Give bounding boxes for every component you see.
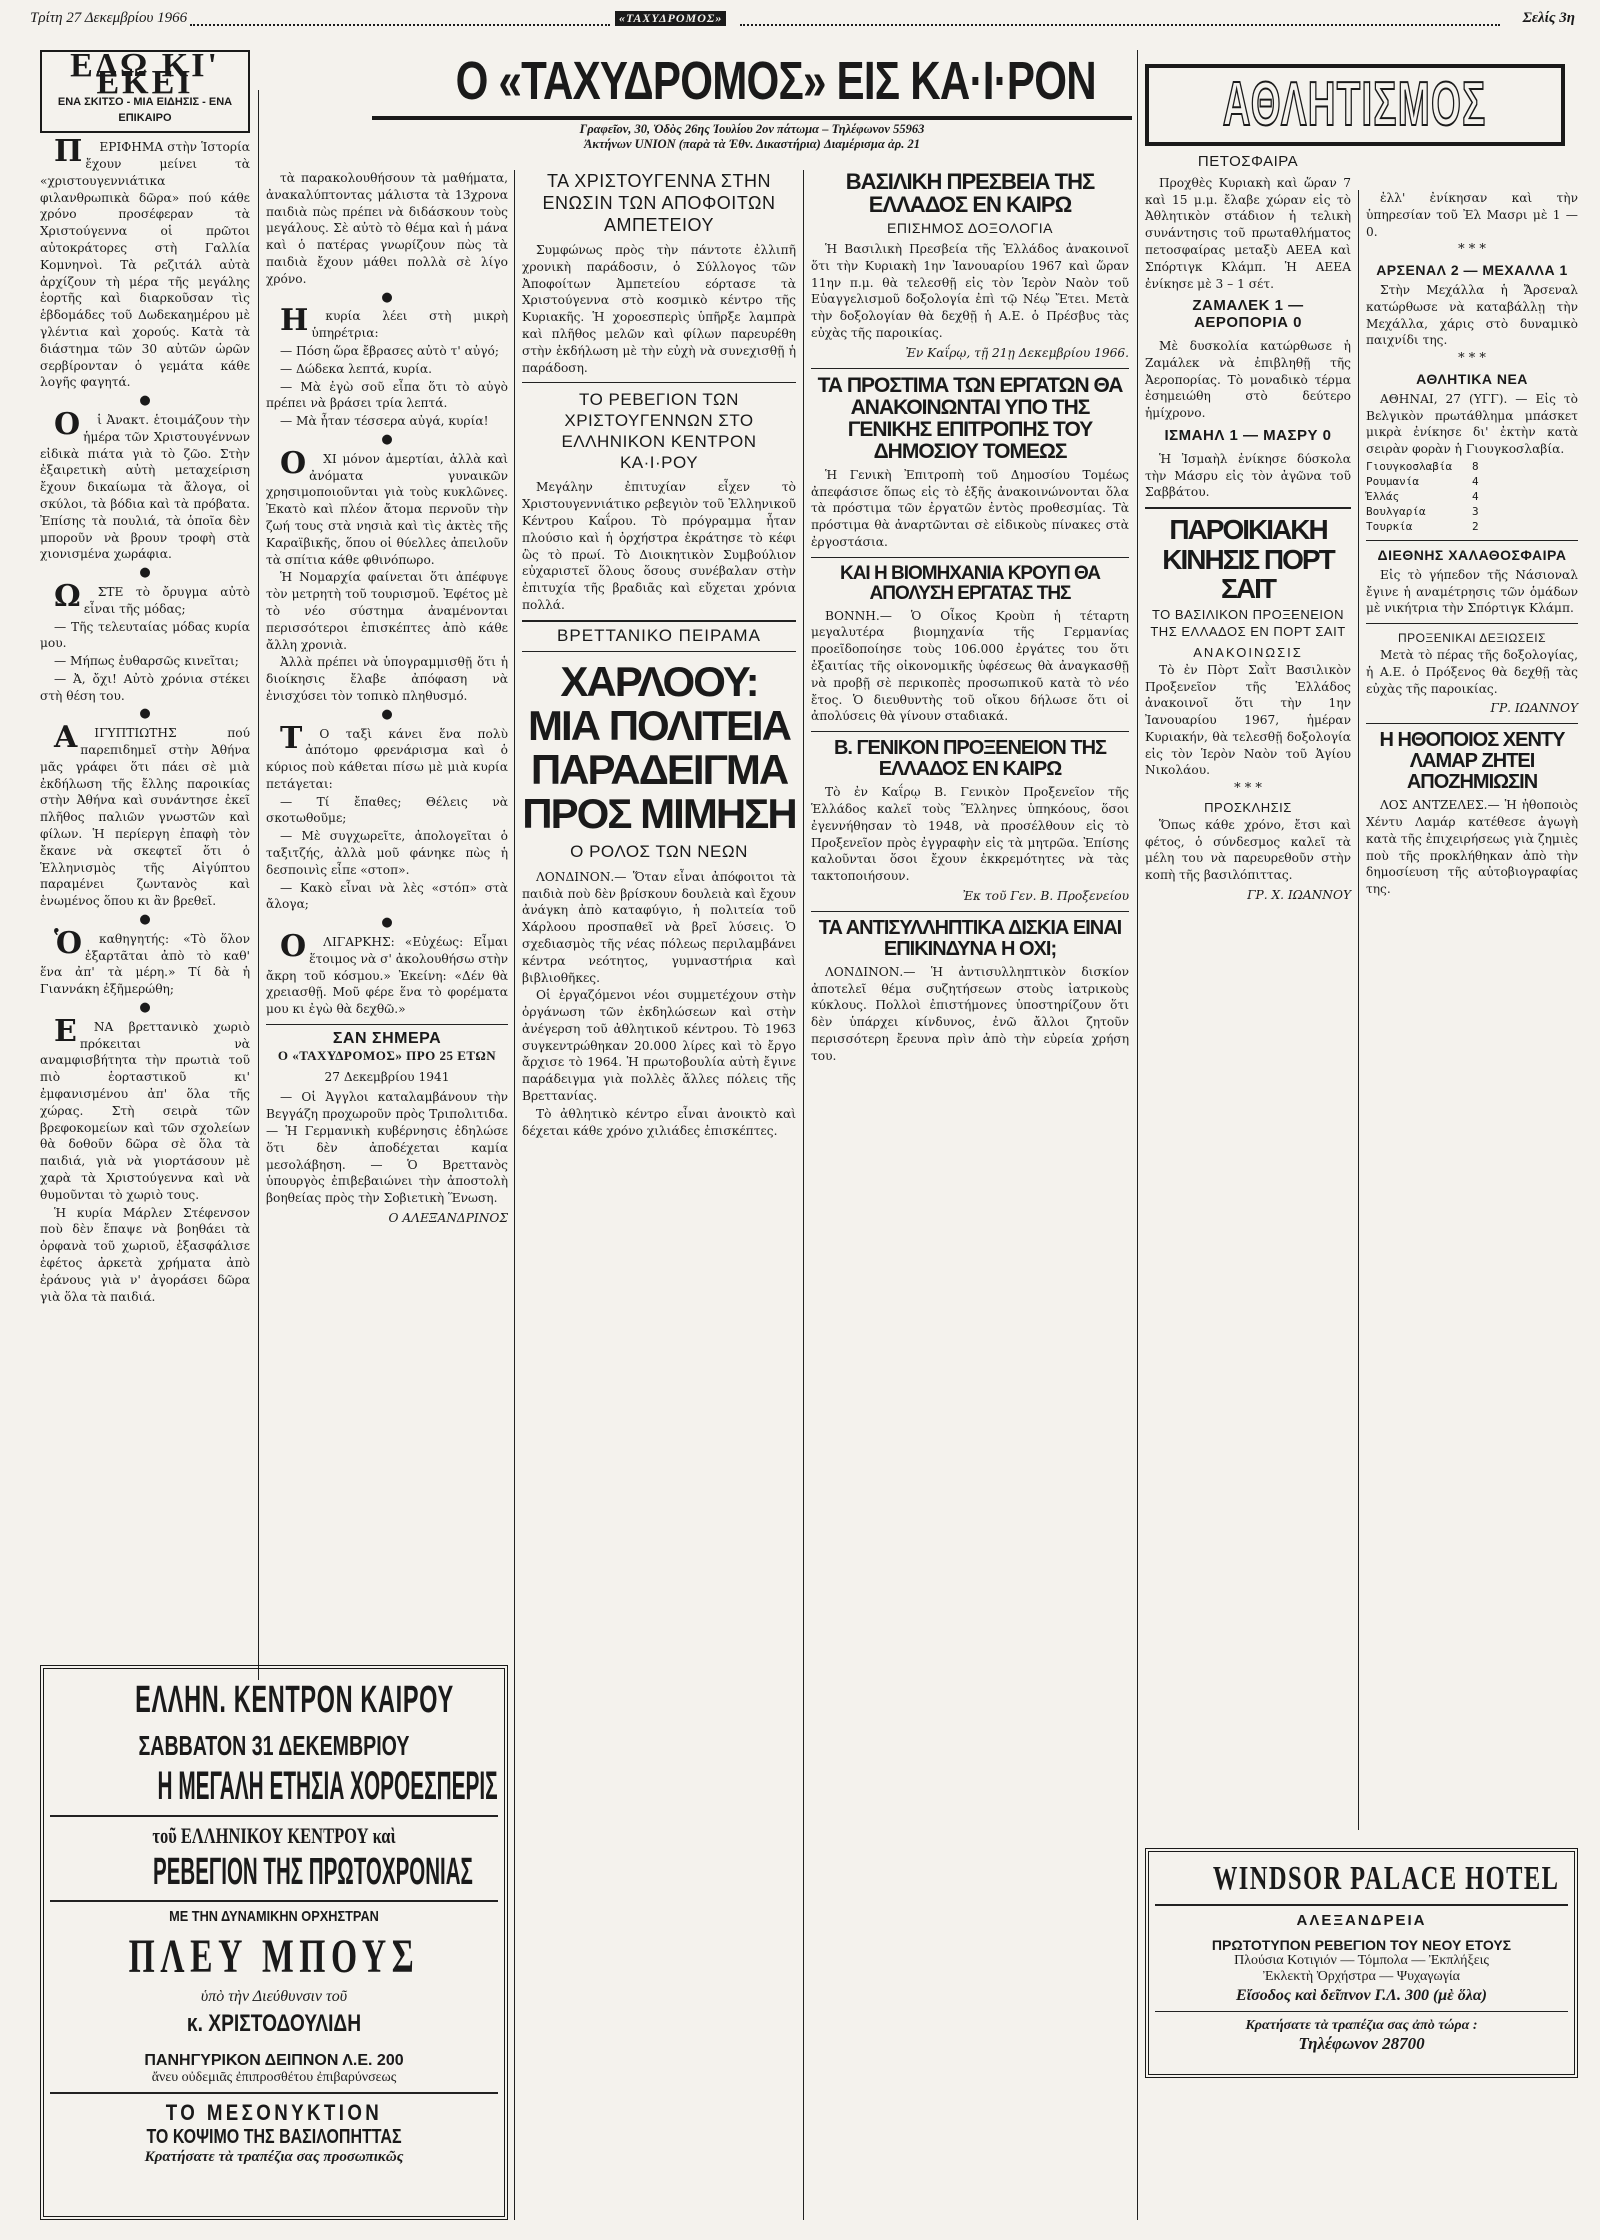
athletics-banner <box>1145 64 1565 146</box>
headline: ΠΡΟΣΚΛΗΣΙΣ <box>1204 800 1292 816</box>
rule <box>50 2092 498 2094</box>
paragraph: Τὸ ἀθλητικὸ κέντρο εἶναι ἀνοικτὸ καὶ δέχεται κάθε χρόνο χιλιάδες ἐπισκέπτες. <box>522 1106 796 1138</box>
paragraph: — Κακὸ εἶναι νὰ λὲς «στόπ» στὰ ἄλογα; <box>266 880 508 912</box>
headline: ΑΡΣΕΝΑΛ 2 — ΜΕΧΑΛΛΑ 1 <box>1376 262 1568 279</box>
headline: ΒΑΣΙΛΙΚΗ ΠΡΕΣΒΕΙΑ ΤΗΣ ΕΛΛΑΔΟΣ ΕΝ ΚΑΙΡΩ <box>845 169 1095 218</box>
headline: Β. ΓΕΝΙΚΟΝ ΠΡΟΞΕΝΕΙΟΝ ΤΗΣ ΕΛΛΑΔΟΣ ΕΝ ΚΑΙΡΩ <box>833 737 1107 781</box>
ad-line: ΤΟ ΚΟΨΙΜΟ ΤΗΣ ΒΑΣΙΛΟΠΗΤΤΑΣ <box>146 2126 402 2148</box>
page-header <box>30 6 1575 32</box>
rule <box>50 1815 498 1817</box>
paragraph: ΑΘΗΝΑΙ, 27 (ΥΓΓ). — Εἰς τὸ Βελγικὸν πρωτάθλημα μπάσκετ μικρὰ ἐνίκησε δι' ἐκτὴν κατὰ σειρὰν φορὰν ἡ Γιουγκοσλαβία. <box>1366 391 1578 457</box>
paragraph: ΛΟΣ ΑΝΤΖΕΛΕΣ.— Ἡ ἠθοποιὸς Χέντυ Λαμάρ κατέθεσε ἀγωγὴ κατὰ τῆς ἐπιχειρήσεως γιὰ ζημιὲς ποὺ τῆς προκλήθηκαν ἀπὸ τὴν δημοσίευση τῆς αὐτοβιογραφίας της. <box>1366 798 1578 897</box>
paragraph: — Τῆς τελευταίας μόδας κυρία μου. <box>40 619 250 651</box>
ad-line: ΠΑΝΗΓΥΡΙΚΟΝ ΔΕΙΠΝΟΝ Λ.Ε. 200 <box>144 2052 404 2069</box>
column-3 <box>522 170 796 2220</box>
ad-line: ΑΛΕΞΑΝΔΡΕΙΑ <box>1296 1912 1427 1929</box>
masthead-title: Ο «ΤΑΧΥΔΡΟΜΟΣ» ΕΙΣ ΚΑ·Ι·ΡΟΝ <box>455 51 1096 111</box>
paragraph: Ἡ Γενικὴ Ἐπιτροπὴ τοῦ Δημοσίου Τομέως ἀπεφάσισε ὅπως εἰς τὸ ἑξῆς ἀνακοινώνονται ὅλα τὰ πρόστιμα τῶν ἐργατῶν ἐντὸς προθεσμίας. Τὰ πρόστιμα θὰ ἀναρτῶνται σὲ εἰδικοὺς πίνακες στὰ ἐργοστάσια. <box>811 467 1129 549</box>
headline: ΠΑΡΟΙΚΙΑΚΗ ΚΙΝΗΣΙΣ ΠΟΡΤ ΣΑΙΤ <box>1162 514 1334 604</box>
rule <box>1155 1904 1568 1906</box>
rule <box>266 1024 508 1025</box>
signature: Ἐν Καΐρῳ, τῇ 21ῃ Δεκεμβρίου 1966. <box>905 345 1129 360</box>
divider-star: ● <box>139 706 151 722</box>
column-rule <box>1358 190 1359 1830</box>
headline: ΑΘΛΗΤΙΚΑ ΝΕΑ <box>1416 370 1528 387</box>
divider-star: ● <box>139 912 151 928</box>
headline-sub: Ο ΡΟΛΟΣ ΤΩΝ ΝΕΩΝ <box>570 841 748 861</box>
paragraph: Προχθὲς Κυριακὴ καὶ ὥραν 7 καὶ 15 μ.μ. ἔλαβε χώραν εἰς τὸ Ἀθλητικὸν στάδιον ἡ τελικὴ συνάντησις τοῦ πρωταθλήματος πετοσφαίρας μεταξὺ ΑΕΕΑ καὶ Σπόρτιγκ Κλάμπ. Ἡ ΑΕΕΑ ἐνίκησε μὲ 3 – 1 σέτ. <box>1145 175 1351 291</box>
headline: ΤΟ ΡΕΒΕΓΙΟΝ ΤΩΝ ΧΡΙΣΤΟΥΓΕΝΝΩΝ ΣΤΟ ΕΛΛΗΝΙΚΟΝ ΚΕΝΤΡΟΝ ΚΑ·Ι·ΡΟΥ <box>561 390 757 473</box>
divider-star: ● <box>381 706 393 722</box>
paragraph: — Μὰ ἦταν τέσσερα αὐγά, κυρία! <box>280 414 489 429</box>
paragraph: ΟΛΙΓΑΡΚΗΣ: «Εὐχέως: Εἶμαι ἕτοιμος νὰ σ' ἀκολουθήσω στὴν ἄκρη τοῦ κόσμου.» Ἐκείνη: «Δέν θὰ χρειασθῇ. Μοῦ φέρε ἕνα τὸ φορέματα μου κι ἐγὼ θὰ δεχθῶ.» <box>266 929 508 1017</box>
divider-star: ● <box>139 393 151 409</box>
headline: ΙΣΜΑΗΛ 1 — ΜΑΣΡΥ 0 <box>1164 426 1332 444</box>
paragraph: Συμφώνως πρὸς τὴν πάντοτε ἐλλιπῆ χρονικὴ παράδοσιν, ὁ Σύλλογος τῶν Ἀποφοίτων Ἀμπετείου εόρτασε τὰ Χριστούγεννα στὸ κοσμικὸ κέντρο τῆς Κυριακῆς. Ἡ χοροεσπερὶς ὑπῆρξε λαμπρὰ καὶ πλῆθος μελῶν καὶ φίλων παρευρέθη στὴν ἐκδήλωση μὲ τὴν εὐχὴ νὰ συνεχισθῇ ἡ παράδοση. <box>522 243 796 375</box>
headline: ΖΑΜΑΛΕΚ 1 — ΑΕΡΟΠΟΡΙΑ 0 <box>1192 297 1304 332</box>
paragraph: ΛΟΝΔΙΝΟΝ.— Ὅταν εἶναι ἀπόφοιτοι τὰ παιδιὰ ποὺ δὲν βρίσκουν δουλειὰ καὶ ἔχουν ἀνάγκη ἀπὸ καταφύγιο, ἡ πολιτεία τοῦ Χάρλοου προσπαθεῖ νὰ βρεῖ λύσεις. Ὁ σχεδιασμὸς τῆς νέας πόλεως περιλαμβάνει κέντρα νεότητος, γυμναστήρια καὶ βιβλιοθῆκες. <box>522 869 796 985</box>
rule <box>522 382 796 383</box>
headline: ΠΡΟΞΕΝΙΚΑΙ ΔΕΞΙΩΣΕΙΣ <box>1397 631 1547 646</box>
divider-star: ● <box>139 1000 151 1016</box>
page-number: Σελίς 3η <box>1522 10 1575 26</box>
headline: ΤΑ ΧΡΙΣΤΟΥΓΕΝΝΑ ΣΤΗΝ ΕΝΩΣΙΝ ΤΩΝ ΑΠΟΦΟΙΤΩΝ ΑΜΠΕΤΕΙΟΥ <box>542 171 776 235</box>
rule <box>522 620 796 622</box>
paper-tag: «ΤΑΧΥΔΡΟΜΟΣ» <box>615 11 726 26</box>
rule <box>50 1900 498 1902</box>
ad-line: ὑπὸ τὴν Διεύθυνσιν τοῦ <box>200 1988 348 2005</box>
divider-star: * * * <box>1458 351 1486 367</box>
ad-line: ΠΡΩΤΟΤΥΠΟΝ ΡΕΒΕΓΙΟΝ ΤΟΥ ΝΕΟΥ ΕΤΟΥΣ <box>1211 1937 1512 1953</box>
column-rule <box>514 170 515 2220</box>
headline: ΔΙΕΘΝΗΣ ΧΑΛΑΘΟΣΦΑΙΡΑ <box>1377 546 1567 563</box>
headline: ΤΑ ΠΡΟΣΤΙΜΑ ΤΩΝ ΕΡΓΑΤΩΝ ΘΑ ΑΝΑΚΟΙΝΩΝΤΑΙ ΥΠΟ ΤΗΣ ΓΕΝΙΚΗΣ ΕΠΙΤΡΟΠΗΣ ΤΟΥ ΔΗΜΟΣΙΟΥ ΤΟΜΕΩΣ <box>817 373 1123 463</box>
divider-star: * * * <box>1458 242 1486 258</box>
ad-elliniko-kentro <box>40 1665 508 2220</box>
headline: ΠΕΤΟΣΦΑΙΡΑ <box>1197 153 1299 170</box>
san-simera-subtitle: Ο «ΤΑΧΥΔΡΟΜΟΣ» ΠΡΟ 25 ΕΤΩΝ <box>277 1047 497 1063</box>
rule <box>1145 507 1351 509</box>
ad-line: ΜΕ ΤΗΝ ΔΥΝΑΜΙΚΗΝ ΟΡΧΗΣΤΡΑΝ <box>169 1908 379 1925</box>
ad-line: ΕΛΛΗΝ. ΚΕΝΤΡΟΝ ΚΑΙΡΟΥ <box>135 1679 454 1721</box>
rule <box>811 911 1129 912</box>
paragraph: — Μήπως ἐυθαρσῶς κινεῖται; <box>54 654 239 669</box>
paragraph: ΑΙΓΥΠΤΙΩΤΗΣ πού παρεπιδημεῖ στὴν Ἀθήνα μᾶς γράφει ὅτι πάει σὲ μιὰ ἐκδήλωση τῆς ἔλλης παροικίας στὴν Ἀθήνα καὶ συνάντησε ἐκεῖ πλῆθος παλιῶν γνωστῶν καὶ φίλων. Ἡ περίεργη ἐπαφὴ τὸν ἔκανε νὰ σκεφτεῖ ὅτι ὁ Ἑλληνισμὸς τῆς Αἰγύπτου παραμένει ζωντανὸς καὶ ἑνωμένος ὅπου κι ἂν βρεθεῖ. <box>40 720 250 909</box>
headline-main: ΧΑΡΛΟΟΥ: ΜΙΑ ΠΟΛΙΤΕΙΑ ΠΑΡΑΔΕΙΓΜΑ ΠΡΟΣ ΜΙΜΗΣΗ <box>522 657 796 837</box>
ad-line: τοῦ ΕΛΛΗΝΙΚΟΥ ΚΕΝΤΡΟΥ καὶ <box>152 1823 396 1848</box>
rule <box>1366 723 1578 724</box>
signature: Ἐκ τοῦ Γεν. Β. Προξενείου <box>962 888 1129 903</box>
ad-line: ΠΛΕΥ ΜΠΟΥΣ <box>128 1930 420 1983</box>
rule <box>1155 2011 1568 2012</box>
ad-line: WINDSOR PALACE HOTEL <box>1212 1860 1560 1897</box>
paragraph: Ηκυρία λέει στὴ μικρὴ ὑπηρέτρια: <box>280 303 508 341</box>
paragraph: — Μὲ συγχωρεῖτε, ἀπολογεῖται ὁ ταξιτζής, ἀλλὰ μοῦ φάνηκε πὼς ἡ δεσποινὶς εἶπε «στοπ». <box>266 829 508 877</box>
masthead <box>372 50 1132 160</box>
paragraph: Ἀλλὰ πρέπει νὰ ὑπογραμμισθῇ ὅτι ἡ διοίκησις ἔλαβε ἀπόφαση νὰ ἐνισχύσει τὸν τοπικὸ πληθυσμό. <box>266 655 508 703</box>
standings-table: Γιουγκοσλαβία 8 Ρουμανία 4 Ἑλλάς 4 Βουλγαρία 3 Τουρκία 2 <box>1366 459 1479 533</box>
paragraph: ΕΝΑ βρεττανικὸ χωριὸ πρόκειται νὰ αναμφισβήτητα τὴν πρωτιὰ τοῦ πιὸ ἑορταστικοῦ κι' ἐμφανισμένου ἀπ' ὅλα τῆς χώρας. Στὴ σειρὰ τῶν βρεφοκομείων καὶ τῶν σχολείων θὰ δοθοῦν δῶρα σὲ ὅλα τὰ παιδιά, γιὰ νὰ γιορτάσουν μὲ χαρὰ τὰ Χριστούγεννα καὶ νὰ θυμοῦνται τὸ χωριὸ τους. <box>40 1013 250 1202</box>
rule <box>1366 623 1578 624</box>
paragraph: Ἡ Βασιλικὴ Πρεσβεία τῆς Ἑλλάδος ἀνακοινοῖ ὅτι τὴν Κυριακὴ 1ην Ἰανουαρίου 1967 καὶ ὥραν 11ην π.μ. θὰ τελεσθῇ εἰς τὸν Ἱερὸν Ναὸν τοῦ Εὐαγγελισμοῦ δοξολογία ἐπὶ τῷ Νέῳ Ἔτει. Μετὰ τὴν δοξολογίαν θὰ δεχθῇ ἡ Α.Ε. ὁ Πρέσβυς τὰς εὐχὰς τῆς παροικίας. <box>811 241 1129 340</box>
paragraph: Ἡ Νομαρχία φαίνεται ὅτι ἀπέφυγε τὸν μετρητὴ τοῦ τουρισμοῦ. Ἐφέτος μὲ τὸ νέο σύστημα ἀναμένονται περισσότεροι ἐπισκέπτες ἀπὸ κάθε ἄλλη χρονιὰ. <box>266 570 508 652</box>
section-box-edo-ki-ekei <box>40 47 250 133</box>
banner-heading: ΒΡΕΤΤΑΝΙΚΟ ΠΕΙΡΑΜΑ <box>557 625 761 645</box>
column-rule <box>258 90 259 1680</box>
paragraph: Ἡ Ἰσμαὴλ ἐνίκησε δύσκολα τὴν Μάσρυ εἰς τὸν ἀγῶνα τοῦ Σαββάτου. <box>1145 451 1351 500</box>
ad-line: Κρατήσατε τὰ τραπέζια σας ἀπὸ τώρα : <box>1245 2018 1478 2033</box>
san-simera-title: ΣΑΝ ΣΗΜΕΡΑ <box>332 1030 442 1048</box>
column-2 <box>266 170 508 1650</box>
headline: ΚΑΙ Η ΒΙΟΜΗΧΑΝΙΑ ΚΡΟΥΠ ΘΑ ΑΠΟΛΥΣΗ ΕΡΓΑΤΑΣ ΤΗΣ <box>839 562 1101 604</box>
column-6 <box>1366 190 1578 1830</box>
ad-line: ΤΟ ΜΕΣΟΝΥΚΤΙΟΝ <box>165 2100 383 2125</box>
ad-line: Η ΜΕΓΑΛΗ ΕΤΗΣΙΑ ΧΟΡΟΕΣΠΕΡΙΣ <box>157 1764 498 1808</box>
divider-star: ● <box>139 565 151 581</box>
signature: ΓΡ. Χ. ΙΩΑΝΝΟΥ <box>1247 888 1351 903</box>
headline: Η ΗΘΟΠΟΙΟΣ ΧΕΝΤΥ ΛΑΜΑΡ ΖΗΤΕΙ ΑΠΟΖΗΜΙΩΣΙΝ <box>1379 729 1565 794</box>
athletics-title: ΑΘΛΗΤΙΣΜΟΣ <box>1223 69 1487 139</box>
section-subtitle: ΕΝΑ ΣΚΙΤΣΟ - ΜΙΑ ΕΙΔΗΣΙΣ - ΕΝΑ ΕΠΙΚΑΙΡΟ <box>57 95 233 125</box>
headline-sub: ΤΟ ΒΑΣΙΛΙΚΟΝ ΠΡΟΞΕΝΕΙΟΝ ΤΗΣ ΕΛΛΑΔΟΣ ΕΝ ΠΟΡΤ ΣΑΙΤ <box>1150 607 1346 640</box>
paragraph: — Οἱ Ἀγγλοι καταλαμβάνουν τὴν Βεγγάζη προχωροῦν πρὸς Τριπολιτιδα. — Ἡ Γερμανικὴ κυβέρνησις ἐδηλώσε ὅτι δὲν ἀποδέχεται καμία μεσολάβηση. — Ὁ Βρεττανὸς ὑπουργὸς ἐπιβεβαιώνει τὴν ἀποστολὴ βοηθείας πρὸς τὴν Σοβιετικὴ Ἕνωση. <box>266 1090 508 1206</box>
divider-star: ● <box>381 431 393 447</box>
ad-line: Ἐκλεκτὴ Ὀρχήστρα — Ψυχαγωγία <box>1263 1969 1460 1984</box>
signature: Ο ΑΛΕΞΑΝΔΡΙΝΟΣ <box>388 1211 508 1226</box>
column-4 <box>811 170 1129 2220</box>
column-rule <box>803 170 804 2220</box>
ad-line: Τηλέφωνον 28700 <box>1298 2034 1425 2053</box>
ad-line: ΣΑΒΒΑΤΟΝ 31 ΔΕΚΕΜΒΡΙΟΥ <box>138 1730 410 1761</box>
paragraph: ΩΣΤΕ τὸ ὄρυγμα αὐτὸ εἶναι τῆς μόδας; <box>54 578 250 616</box>
ad-line: Πλούσια Κοτιγιόν — Τόμπολα — Ἐκπλήξεις <box>1234 1953 1489 1968</box>
paragraph: Μὲ δυσκολία κατώρθωσε ἡ Ζαμάλεκ νὰ ἐπιβληθῇ τῆς Ἀεροπορίας. Τὸ μοναδικὸ τέρμα ἐσημειώθη στὸ δεύτερο ἡμίχρονο. <box>1145 338 1351 421</box>
rule <box>1366 540 1578 541</box>
paragraph: Μεγάλην ἐπιτυχίαν εἶχεν τὸ Χριστουγεννιάτικο ρεβεγιὸν τοῦ Ἑλληνικοῦ Κέντρου Καΐρου. Τὸ πρόγραμμα ἦταν πλούσιο καὶ ἡ ὀρχήστρα ἐκράτησε τὸ κέφι ὣς τὸ πρωί. Τὸ Διοικητικὸν Συμβούλιον εὐχαριστεῖ ὅλους ὅσους συνέβαλαν στὴν ἐπιτυχία τῆς βραδιᾶς καὶ εὔχεται χρόνια πολλά. <box>522 480 796 612</box>
paragraph: Μετὰ τὸ πέρας τῆς δοξολογίας, ἡ Α.Ε. ὁ Πρόξενος θὰ δεχθῇ τὰς εὐχὰς τῆς παροικίας. <box>1366 647 1578 696</box>
paragraph: Ἡ κυρία Μάρλεν Στέφενσον ποὺ δὲν ἔπαψε νὰ βοηθάει τὰ ὀρφανὰ τοῦ χωριοῦ, ἐξασφάλισε ἐφέτος ἀρκετὰ χρήματα ἀπὸ ἐράνους γιὰ ν' ἀγοράσει δῶρα γιὰ ὅλα τὰ παιδιά. <box>40 1205 250 1304</box>
paragraph: Ὁκαθηγητής: «Τὸ ὅλον ἐξαρτᾶται ἀπὸ τὸ καθ' ἕνα ἀπ' τὰ μέρη.» Τί δὰ ἡ Γιαννάκη ἐξῆμερώθη; <box>40 925 250 997</box>
dotted-rule-right <box>740 24 1500 26</box>
paragraph: ΠΕΡΙΦΗΜΑ στὴν Ἱστορία ἔχουν μείνει τὰ «χριστουγεννιάτικα φιλανθρωπικὰ δῶρα» πού κάθε χρόνο προσέφεραν τὰ Χριστούγεννα οἱ πρῶτοι αὐτοκράτορες στὴ Γαλλία Κομνηνοὶ. Τὰ ρεζιτάλ αὐτὰ ἀρχίζουν τὴ μέρα τῆς μεγάλης ἑορτῆς καὶ διαρκοῦσαν τὶς ἑβδομάδες τοῦ Δωδεκαημέρου μὲ γλέντια καὶ χορούς. Κατὰ τὰ διάστημα τῶν 30 αὐτῶν ὡρῶν σερβίρονταν ὁ γεμάτα κάθε λογῆς φαγητά. <box>40 134 250 390</box>
paragraph: ΤΟ ταξὶ κάνει ἕνα πολὺ ἀπότομο φρενάρισμα καὶ ὁ κύριος ποὺ κάθεται πίσω μὲ μιὰ κυρία πετάγεται: <box>266 720 508 791</box>
section-title: ΕΔΩ ΚΙ' ΕΚΕΙ <box>70 47 220 101</box>
rule <box>811 557 1129 558</box>
signature: ΓΡ. ΙΩΑΝΝΟΥ <box>1490 701 1578 716</box>
paragraph: Οἱ ἐργαζόμενοι νέοι συμμετέχουν στὴν ὀργάνωση τῶν ἐκδηλώσεων καὶ στὴν ἀνέγερση τοῦ ἀθλητικοῦ κέντρου. Τὸ 1963 συγκεντρώθηκαν 20.000 λίρες καὶ τὸ ἔργο ἄρχισε τὸ 1964. Ἡ πρωτοβουλία αὐτὴ ἔγινε παράδειγμα γιὰ πολλὲς ἄλλες πόλεις τῆς Βρεττανίας. <box>522 988 796 1104</box>
paragraph: — Πόση ὥρα ἔβρασες αὐτὸ τ' αὐγό; <box>280 343 499 358</box>
paragraph: ΒΟΝΝΗ.— Ὁ Οἶκος Κροὺπ ἡ τέταρτη μεγαλυτέρα βιομηχανία τῆς Γερμανίας προεῖδοποίησε τοὺς 106.000 ἐργάτες του ὅτι ἐξαιτίας τῆς οἰκονομικῆς ὑφέσεως θὰ ἀναγκασθῇ νὰ προβῇ σὲ περικοπὲς προσωπικοῦ κατὰ τὸ νέο ἔτος. Ὁ διευθυντὴς τοῦ οἴκου δήλωσε ὅτι οἱ ἀπολύσεις θὰ γίνουν σταδιακά. <box>811 608 1129 724</box>
paragraph: — Δώδεκα λεπτά, κυρία. <box>280 361 433 376</box>
san-simera-date: 27 Δεκεμβρίου 1941 <box>324 1069 450 1084</box>
paragraph: ΟΧΙ μόνον ἀμερτίαι, ἀλλὰ καὶ ἀνόματα γυναικῶν χρησιμοποιοῦνται γιὰ τοὺς κυκλῶνες. Ἐκατὸ καὶ πλέον ἄτομα περνοῦν τὴν ζωή τους στὰ νησιὰ καὶ τὶς ἀκτὲς τῆς Καραϊβικῆς, ὅπου οἱ θύελλες ἀπειλοῦν τὰ σπίτια κάθε φθινόπωρο. <box>266 445 508 567</box>
masthead-address: Γραφεῖον, 30, Ὁδὸς 26ης Ἰουλίου 2ον πάτωμα – Τηλέφωνον 55963 <box>579 122 925 136</box>
paragraph: ἐλλ' ἐνίκησαν καὶ τὴν ὑπηρεσίαν τοῦ Ἐλ Μασρι μὲ 1 — 0. <box>1366 191 1578 239</box>
ad-line: ΡΕΒΕΓΙΟΝ ΤΗΣ ΠΡΩΤΟΧΡΟΝΙΑΣ <box>153 1851 473 1893</box>
dotted-rule-left <box>190 24 610 26</box>
divider-star: * * * <box>1234 781 1262 797</box>
rule <box>811 368 1129 369</box>
paragraph: Ὅπως κάθε χρόνο, ἔτσι καὶ φέτος, ὁ σύνδεσμος καλεῖ τὰ μέλη του νὰ παρευρεθοῦν στὴν κοπὴ τῆς βασιλόπιττας. <box>1145 817 1351 883</box>
paragraph: Τὸ ἐν Πὸρτ Σαῒτ Βασιλικὸν Προξενεῖον τῆς Ἑλλάδος ἀνακοινοῖ ὅτι τὴν 1ην Ἰανουαρίου 1967, ἡμέραν Κυριακήν, θὰ τελεσθῇ δοξολογία εἰς τὸν Ἱερὸν Ναὸν τοῦ Ἁγίου Νικολάου. <box>1145 662 1351 778</box>
paragraph: Στὴν Μεχάλλα ἡ Ἄρσεναλ κατώρθωσε νὰ καταβάλλῃ τὴν Μεχάλλα, χάρις στὸ δυναμικὸ παιχνίδι της. <box>1366 282 1578 348</box>
rule <box>811 731 1129 732</box>
column-1 <box>40 47 250 1650</box>
paragraph: — Ἀ, ὄχι! Αὐτὸ χρόνια στέκει στὴ θέση του. <box>40 671 250 703</box>
headline-sub: ΑΝΑΚΟΙΝΩΣΙΣ <box>1193 644 1303 660</box>
ad-windsor-palace <box>1145 1848 1578 2078</box>
paragraph: — Μὰ ἐγὼ σοῦ εἶπα ὅτι τὸ αὐγὸ πρέπει νὰ βράσει τρία λεπτά. <box>266 379 508 411</box>
divider-star: ● <box>381 289 393 305</box>
page-date: Τρίτη 27 Δεκεμβρίου 1966 <box>30 10 188 26</box>
headline-sub: ΕΠΙΣΗΜΟΣ ΔΟΞΟΛΟΓΙΑ <box>887 220 1053 237</box>
ad-line: Εἴσοδος καὶ δεῖπνον Γ.Λ. 300 (μὲ ὅλα) <box>1235 1987 1488 2004</box>
rule <box>522 651 796 652</box>
headline: ΤΑ ΑΝΤΙΣΥΛΛΗΠΤΙΚΑ ΔΙΣΚΙΑ ΕΙΝΑΙ ΕΠΙΚΙΝΔΥΝΑ Η ΟΧΙ; <box>818 916 1122 960</box>
ad-line: Κρατήσατε τὰ τραπέζια σας προσωπικῶς <box>144 2149 404 2165</box>
paragraph: ΛΟΝΔΙΝΟΝ.— Ἡ ἀντισυλληπτικὸν δισκίον ἀποτελεῖ θέμα συζητήσεων στοὺς ἰατρικοὺς κύκλους. Πολλοὶ ἐπιστήμονες ὑποστηρίζουν ὅτι δὲν ὑπάρχει κίνδυνος, ἐνῶ ἄλλοι ζητοῦν περισσότερη ἔρευνα πρὶν ἀπὸ τὴν εὐρεία χρήση του. <box>811 964 1129 1063</box>
paragraph: Οἱ Ἀνακτ. ἑτοιμάζουν τὴν ἡμέρα τῶν Χριστουγέννων εἰδικὰ πιάτα γιὰ τὸ ζῶο. Στὴν ἐξαιρετικὴ αὐτὴ μεταχείριση ἔχουν δικαίωμα τὰ ἄλογα, οἱ σκύλοι, τὰ βόδια καὶ τὰ πρόβατα. Ἐπίσης τὰ πουλιά, τὰ ὁποῖα δὲν μποροῦν νὰ βρουν τροφὴ στὰ χιονισμένα χωράφια. <box>40 406 250 562</box>
paragraph: — Τί ἔπαθες; Θέλεις νὰ σκοτωθοῦμε; <box>266 794 508 826</box>
column-rule <box>1137 50 1138 2220</box>
masthead-address-2: Ἀκτήνων UNION (παρὰ τὰ Ἐθν. Δικαστήρια) Διαμέρισμα ἀρ. 21 <box>584 137 920 151</box>
ad-line: κ. ΧΡΙΣΤΟΔΟΥΛΙΔΗ <box>186 2010 362 2037</box>
paragraph: τὰ παρακολουθήσουν τὰ μαθήματα, ἀνακαλύπτοντας μάλιστα τὰ 13χρονα παιδιὰ πὼς πρέπει νὰ διδάσκουν τοὺς μεγάλους. Σὲ αὐτὸ τὸ θέμα καὶ ἡ μάνα καὶ ὁ πατέρας γνωρίζουν πὼς τὰ παιδιὰ ἔχουν μάθει πολλὰ σὲ λίγο χρόνο. <box>266 171 508 286</box>
paragraph: Εἰς τὸ γήπεδον τῆς Νάσιοναλ ἔγινε ἡ αναμέτρησις τῶν ὁμάδων μὲ νικήτρια τὴν Σπόρτιγκ Κλάμπ. <box>1366 567 1578 616</box>
masthead-rule <box>372 116 1132 120</box>
ad-line: ἄνευ οὐδεμιᾶς ἐπιπροσθέτου ἐπιβαρύνσεως <box>151 2070 397 2085</box>
paragraph: Τὸ ἐν Καΐρῳ Β. Γενικὸν Προξενεῖον τῆς Ἑλλάδος καλεῖ τοὺς Ἕλληνες ὑπηκόους, ὅσοι ἐγεννήθησαν τὸ 1948, νὰ προσέλθουν εἰς τὸ Προξενεῖον πρὸς ἐγγραφὴν εἰς τὰ μητρῶα. Ἐπίσης καλοῦνται ὅσοι ἔχουν ἐκκρεμότητες νὰ τὰς τακτοποιήσουν. <box>811 785 1129 884</box>
divider-star: ● <box>381 915 393 931</box>
